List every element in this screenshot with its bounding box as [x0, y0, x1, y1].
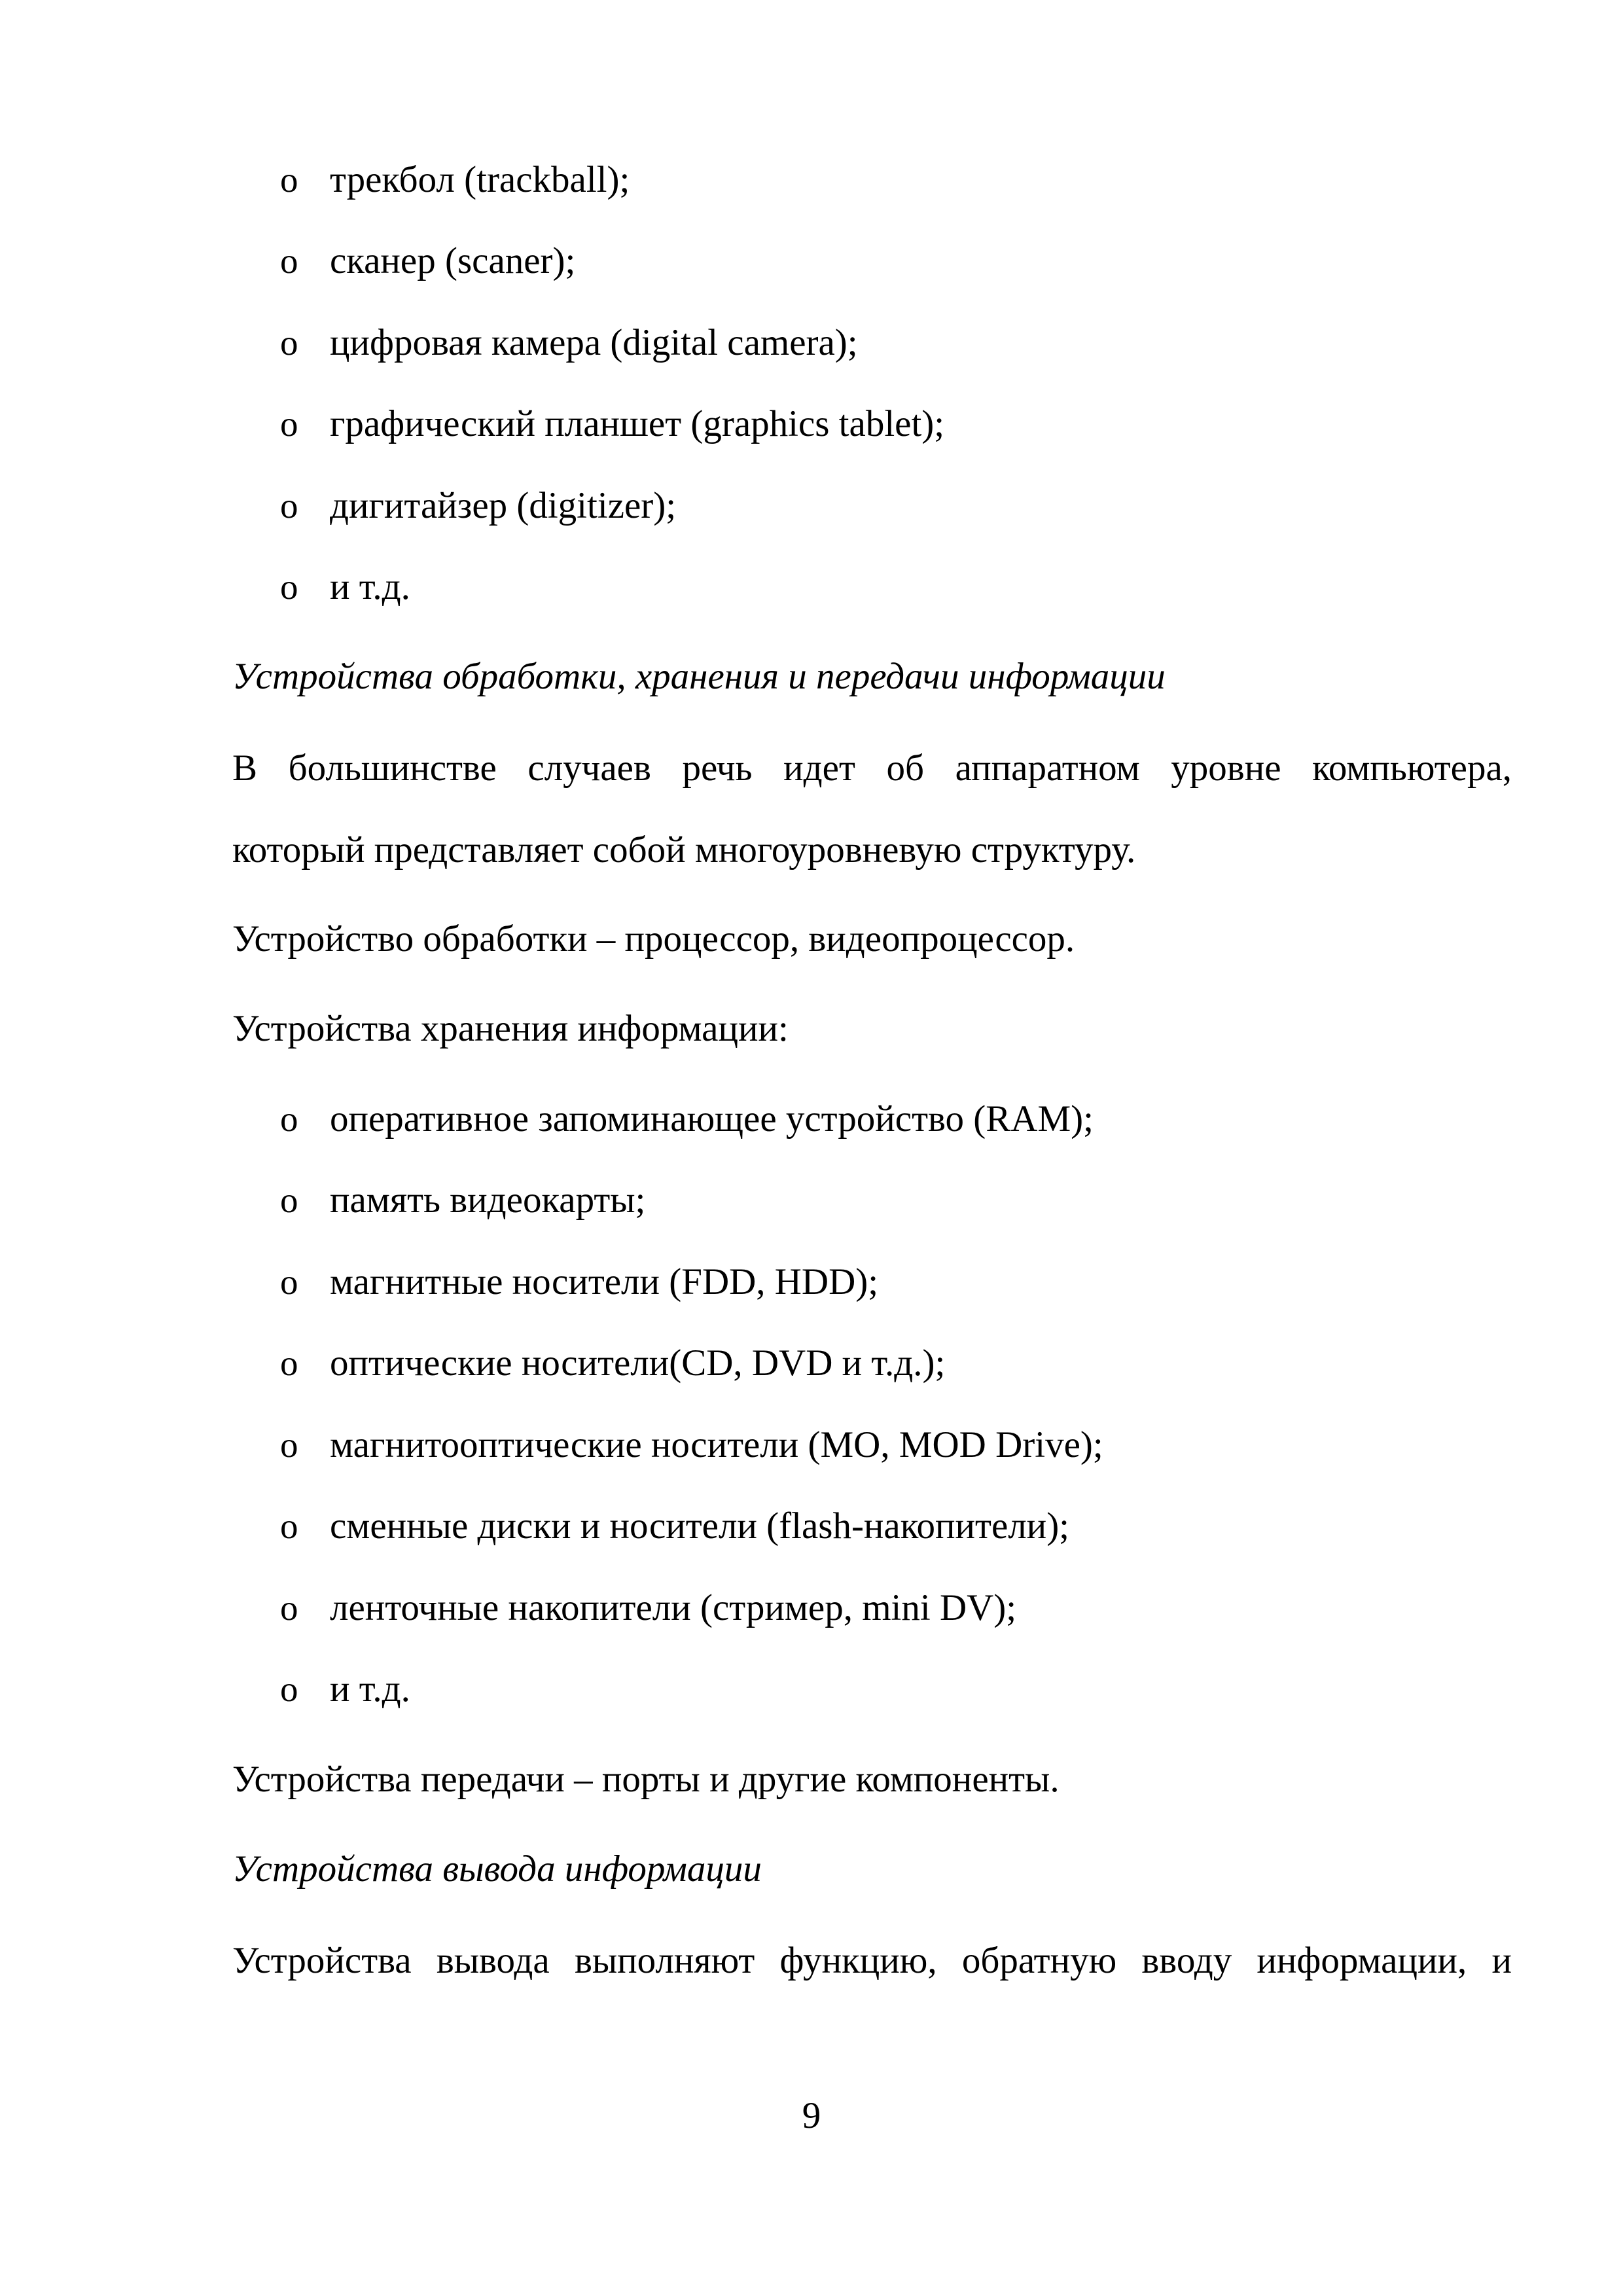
bullet-marker: o [280, 1262, 298, 1302]
list-item-text: цифровая камера (digital camera); [330, 322, 858, 363]
bullet-marker: o [280, 1180, 298, 1220]
processing-device-text: Устройство обработки – процессор, видеопроцессор. [232, 918, 1075, 960]
list-item-text: и т.д. [330, 1668, 410, 1710]
bullet-marker: o [280, 1588, 298, 1628]
bullet-marker: o [280, 160, 298, 200]
bullet-marker: o [280, 1425, 298, 1465]
bullet-marker: o [280, 1343, 298, 1383]
bullet-marker: o [280, 1099, 298, 1139]
bullet-marker: o [280, 241, 298, 281]
list-item [280, 1585, 1016, 1631]
paragraph-line: В большинстве случаев речь идет об аппаратном уровне компьютера, [232, 747, 1512, 789]
list-item [280, 401, 944, 447]
list-item-text: графический планшет (graphics tablet); [330, 403, 945, 444]
section-heading-output: Устройства вывода информации [232, 1848, 762, 1890]
list-item [280, 320, 858, 366]
paragraph-line: Устройства вывода выполняют функцию, обратную вводу информации, и [232, 1940, 1512, 1981]
transfer-devices-text: Устройства передачи – порты и другие компоненты. [232, 1759, 1060, 1800]
section-heading-processing: Устройства обработки, хранения и передачи информации [232, 656, 1166, 697]
list-item [280, 1340, 945, 1386]
bullet-marker: o [280, 1669, 298, 1709]
list-item-text: и т.д. [330, 566, 410, 607]
list-item-text: трекбол (trackball); [330, 159, 630, 200]
list-item-text: оптические носители(CD, DVD и т.д.); [330, 1342, 946, 1384]
list-item [280, 1177, 645, 1223]
list-item [280, 1259, 878, 1305]
bullet-marker: o [280, 1506, 298, 1546]
bullet-marker: o [280, 323, 298, 363]
bullet-marker: o [280, 404, 298, 444]
list-item-text: дигитайзер (digitizer); [330, 485, 677, 526]
list-item-text: сменные диски и носители (flash-накопители); [330, 1505, 1070, 1547]
list-item [280, 483, 676, 529]
storage-devices-intro: Устройства хранения информации: [232, 1008, 789, 1049]
list-item [280, 1422, 1103, 1468]
list-item-text: оперативное запоминающее устройство (RAM); [330, 1098, 1094, 1139]
page-number: 9 [802, 2095, 821, 2136]
list-item [280, 564, 410, 610]
list-item-text: магнитооптические носители (MO, MOD Drive); [330, 1424, 1103, 1465]
paragraph-line: который представляет собой многоуровневую структуру. [232, 829, 1136, 870]
list-item [280, 1503, 1069, 1549]
list-item-text: магнитные носители (FDD, HDD); [330, 1261, 879, 1302]
list-item [280, 1666, 410, 1712]
bullet-marker: o [280, 567, 298, 607]
list-item-text: ленточные накопители (стример, mini DV); [330, 1587, 1017, 1628]
list-item-text: память видеокарты; [330, 1179, 646, 1221]
list-item [280, 238, 575, 284]
bullet-marker: o [280, 486, 298, 526]
list-item [280, 157, 630, 203]
list-item-text: сканер (scaner); [330, 240, 576, 281]
list-item [280, 1096, 1094, 1142]
